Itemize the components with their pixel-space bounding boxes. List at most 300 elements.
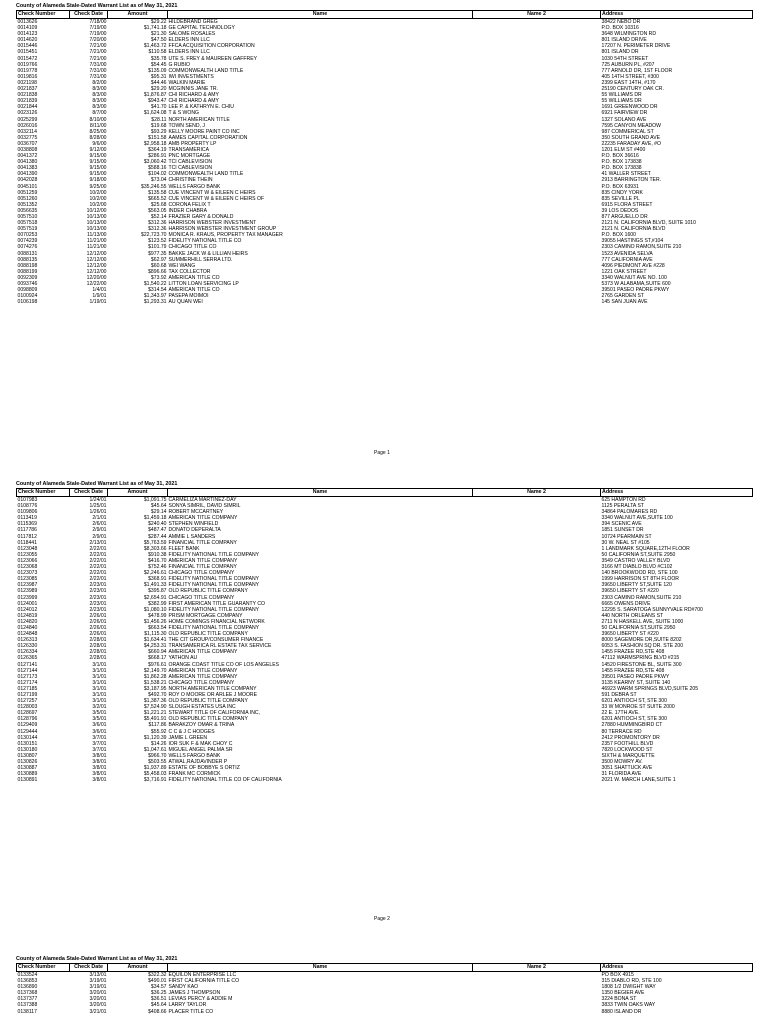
warrant-table (16, 10, 753, 305)
cell-check-number: 0106198 (17, 299, 38, 306)
cell-check-date: 12/22/00 (86, 281, 107, 288)
cell-name: ORANGE COAST TITLE CO OF LOS ANGELES (168, 661, 279, 668)
cell-address: 801 ISLAND DR (601, 49, 639, 56)
cell-amount: $1,120.39 (143, 734, 167, 741)
cell-name: HARRISON WEBSTER INVESTMENT (168, 220, 257, 227)
cell-check-date: 11/13/00 (87, 232, 107, 239)
cell-check-number: 0123068 (17, 564, 38, 571)
cell-amount: $1,876.87 (143, 92, 167, 99)
cell-check-date: 8/11/00 (89, 122, 107, 129)
cell-name: C C & J C HODGES (168, 728, 215, 735)
cell-check-number: 0026016 (17, 122, 38, 129)
cell-amount: $2,654.91 (143, 594, 167, 601)
cell-name: FIDELITY NATIONAL TITLE CO (168, 238, 242, 245)
cell-check-number: 0019816 (17, 73, 38, 80)
cell-check-date: 8/3/00 (92, 98, 107, 105)
cell-name: AAMES CAPITAL CORPORATION (168, 134, 248, 141)
cell-name: HILDEBRAND GREG (168, 19, 218, 25)
cell-check-date: 3/8/01 (92, 771, 107, 778)
cell-check-number: 0130891 (17, 777, 38, 784)
cell-check-number: 0021837 (17, 86, 38, 93)
cell-amount: $364.19 (148, 146, 167, 153)
column-header-address: Address (601, 964, 753, 972)
cell-name: SANDY KAO (168, 984, 199, 991)
cell-address: 440 NORTH ORLEANS ST (601, 612, 664, 619)
cell-amount: $1,343.97 (143, 293, 167, 300)
cell-check-number: 0109806 (17, 509, 38, 516)
cell-name: FIRST AMERICAN TITLE GUARANTY CO (168, 600, 266, 607)
cell-check-number: 0093746 (17, 281, 38, 288)
cell-check-date: 3/1/01 (92, 661, 107, 668)
cell-address: 30 W. NEAL ST #105 (601, 539, 650, 546)
cell-amount: $490.01 (148, 978, 167, 985)
cell-check-date: 10/13/00 (86, 214, 107, 220)
cell-check-date: 3/6/01 (92, 728, 107, 735)
cell-check-number: 0136853 (17, 978, 38, 985)
cell-check-date: 9/15/00 (89, 153, 107, 160)
cell-check-date: 12/20/00 (86, 274, 107, 281)
cell-check-date: 8/2/00 (92, 79, 107, 86)
cell-address: 34864 PALOMARES RD (601, 509, 658, 516)
cell-address: 315 DIABLO RD, STE 100 (601, 978, 662, 985)
cell-amount: $135.09 (148, 67, 167, 74)
cell-check-date: 10/2/00 (89, 195, 107, 202)
cell-address: SIXTH & MARQUETTE (601, 752, 655, 759)
column-header-address: Address (601, 489, 753, 497)
cell-amount: $1,741.18 (143, 25, 167, 32)
cell-amount: $1,047.61 (143, 746, 167, 753)
cell-amount: $395.87 (148, 588, 167, 595)
cell-address: 1221 OAK STREET (601, 268, 647, 275)
cell-check-date: 3/20/01 (89, 1002, 107, 1009)
cell-address: 6921 FAIRVIEW DR (601, 110, 648, 117)
cell-check-number: 0137368 (17, 990, 38, 997)
cell-name: AMERICAN TITLE CO (168, 287, 220, 294)
cell-check-date: 3/7/01 (92, 740, 107, 747)
cell-amount: $21.30 (150, 31, 167, 38)
cell-address: 80 TERRACE RD (601, 728, 642, 735)
cell-address: 3340 WALNUT AVE NO. 100 (601, 274, 667, 281)
cell-check-number: 0098809 (17, 287, 38, 294)
cell-check-date: 2/9/01 (92, 527, 107, 534)
cell-amount: $487.47 (148, 527, 167, 534)
cell-address: 145 SAN JUAN AVE (601, 299, 648, 306)
cell-address: 22235 FARADAY AVE, #O (601, 140, 661, 147)
cell-amount: $322.32 (148, 972, 167, 978)
cell-amount: $312.36 (148, 220, 167, 227)
cell-name: SALOME ROSALES (168, 31, 216, 38)
cell-amount: $29.22 (150, 19, 167, 25)
cell-check-number: 0126365 (17, 655, 38, 662)
cell-amount: $1,221.21 (143, 710, 167, 717)
cell-name: FINANCIAL TITLE COMPANY (168, 539, 237, 546)
cell-check-number: 0117812 (17, 533, 37, 540)
cell-check-date: 12/12/00 (86, 268, 107, 275)
cell-check-number: 0051260 (17, 195, 38, 202)
cell-amount: $110.58 (148, 49, 167, 56)
cell-check-number: 0123073 (17, 570, 38, 577)
cell-name: CHI RICHARD & AMY (168, 98, 219, 105)
cell-name: BAKKE JACK W & LILLIAN HEIRS (168, 250, 248, 257)
cell-address: 27880 HUMMINGBIRD CT (601, 722, 663, 729)
cell-name: DONATO DEPERALTA (168, 527, 221, 534)
cell-check-number: 0041383 (17, 165, 38, 172)
cell-address: 350 SOUTH GRAND AVE (601, 134, 661, 141)
table-row (17, 1009, 753, 1015)
cell-amount: $588.16 (148, 165, 167, 172)
cell-amount: $25.68 (150, 201, 167, 208)
cell-address: 22 E. 17TH AVE. (601, 710, 640, 717)
cell-name: LARRY TAYLOR (168, 1002, 207, 1009)
cell-check-date: 2/28/01 (89, 637, 107, 644)
cell-amount: $2,149.70 (143, 667, 167, 674)
cell-check-number: 0138117 (17, 1008, 37, 1015)
cell-check-number: 0021844 (17, 104, 38, 111)
cell-check-number: 0032775 (17, 134, 38, 141)
cell-address: 2357 FOOTHILL BLVD (601, 740, 654, 747)
cell-address: 14520 FIRESTONE BL, SUITE 300 (601, 661, 682, 668)
cell-amount: $3,060.42 (143, 159, 167, 166)
column-header-name: Name (168, 11, 473, 19)
warrant-table (16, 963, 753, 1015)
cell-name: CHICAGO TITLE CO (168, 244, 217, 251)
cell-amount: $1,538.21 (143, 679, 167, 686)
cell-amount: $663.54 (148, 624, 167, 631)
cell-name: NORTH AMERICAN TITLE COMPANY (168, 685, 257, 692)
cell-address: 877 ARGUELLO DR (601, 214, 648, 220)
cell-address: 46923 WARM SPRINGS BLVD,SUITE 205 (601, 685, 699, 692)
cell-name: GE CAPITAL TECHNOLOGY (168, 25, 235, 32)
cell-check-number: 0126330 (17, 643, 38, 650)
cell-check-number: 0124820 (17, 618, 38, 625)
cell-address: 777 CALIFORNIA AVE (601, 256, 653, 263)
cell-check-number: 0130826 (17, 759, 38, 766)
cell-address: 25190 CENTURY OAK CR. (601, 86, 664, 93)
cell-check-number: 0092309 (17, 274, 38, 281)
cell-check-number: 0130144 (17, 734, 38, 741)
cell-amount: $1,459.18 (143, 515, 167, 522)
cell-name: FRAZIER GARY & DONALD (168, 214, 234, 220)
cell-name-2 (473, 1009, 601, 1015)
cell-check-number: 0124840 (17, 624, 38, 631)
cell-name: CARMELIZA MARTINEZ-DAY (168, 497, 237, 503)
cell-check-number: 0041372 (17, 153, 38, 160)
cell-amount: $1,456.26 (143, 618, 167, 625)
cell-amount: $368.91 (148, 576, 167, 583)
cell-check-date: 3/19/01 (89, 984, 107, 991)
cell-check-date: 3/1/01 (92, 679, 107, 686)
cell-address: 1999 HARRISON ST 8TH FLOOR (601, 576, 679, 583)
cell-amount: $73.04 (150, 177, 167, 184)
cell-check-date: 1/26/01 (89, 509, 107, 516)
cell-check-number: 0130807 (17, 752, 38, 759)
cell-amount: $104.02 (148, 171, 167, 178)
cell-check-number: 0130887 (17, 765, 38, 772)
cell-check-date: 3/7/01 (92, 746, 107, 753)
cell-check-date: 3/2/01 (92, 704, 107, 711)
cell-amount: $1,387.36 (143, 698, 167, 705)
cell-name: TAX COLLECTOR (168, 268, 211, 275)
cell-name: FIDELITY NATIONAL TITLE COMPANY (168, 576, 260, 583)
page-number: Page 1 (374, 450, 390, 456)
cell-address: 2021 W. MARCH LANE,SUITE 1 (601, 777, 676, 784)
cell-check-number: 0115369 (17, 521, 37, 528)
cell-check-number: 0015446 (17, 43, 38, 50)
cell-check-date: 3/8/01 (92, 759, 107, 766)
cell-address: 33 W MONROE ST SUITE 2000 (601, 704, 675, 711)
cell-address: 725 AUBURN PL, #207 (601, 61, 655, 68)
cell-check-number: 0126313 (17, 637, 38, 644)
header-row (17, 489, 753, 497)
cell-name: AMERICAN TITLE CO (168, 274, 220, 281)
cell-check-number: 0074239 (17, 238, 38, 245)
cell-check-date: 7/21/00 (89, 43, 107, 50)
cell-address: 39650 LIBERTY ST,SUITE 120 (601, 582, 672, 589)
cell-check-number: 0108776 (17, 503, 38, 510)
cell-amount: $52.14 (150, 214, 167, 220)
cell-address: 39501 PASEO PADRE PKWY (601, 673, 670, 680)
cell-check-number: 0041380 (17, 159, 38, 166)
cell-amount: $5,491.91 (143, 716, 167, 723)
report-title: County of Alameda Stale-Dated Warrant List as of May 31, 2021 (16, 956, 178, 962)
cell-name: CUE VINCENT W & EILEEN C HEIRS OF (168, 195, 265, 202)
cell-check-number: 0013626 (17, 19, 38, 25)
cell-address: 7820 LOCKWOOD ST (601, 746, 653, 753)
cell-amount: $36.25 (150, 990, 167, 997)
cell-check-date: 3/1/01 (92, 698, 107, 705)
cell-address: 801 ISLAND DRIVE (601, 37, 647, 44)
cell-address: 12295 S. SARATOGA SUNNYVALE RD#700 (601, 606, 703, 613)
cell-check-date: 7/31/00 (89, 61, 107, 68)
cell-name: WEI WANG (168, 262, 196, 269)
cell-address: 39 LOS DEDOS (601, 207, 639, 214)
cell-amount: $101.79 (148, 244, 167, 251)
cell-name: LEE P. & KATHRYN E. CHIU (168, 104, 234, 111)
cell-check-date: 2/22/01 (89, 564, 107, 571)
cell-check-date: 10/2/00 (89, 201, 107, 208)
cell-amount: $1,540.22 (143, 281, 167, 288)
cell-check-date: 2/23/01 (89, 600, 107, 607)
cell-address: 50 CALIFORNIA ST,SUITE 2950 (601, 624, 676, 631)
cell-name-2 (473, 777, 601, 783)
cell-address: 2711 N HASKELL AVE, SUITE 1000 (601, 618, 684, 625)
cell-name: YATHON AU (168, 655, 198, 662)
cell-amount: $41.70 (150, 104, 167, 111)
cell-address: 6053 S. FASHION SQ DR. STE 200 (601, 643, 684, 650)
cell-name: OLD REPUBLIC TITLE COMPANY (168, 716, 248, 723)
cell-check-date: 2/22/01 (89, 545, 107, 552)
cell-name: ELDERS INN LLC (168, 49, 210, 56)
cell-check-date: 3/6/01 (92, 722, 107, 729)
cell-name: STEPHEN WINFIELD (168, 521, 219, 528)
cell-name: BARAKZOY OMAR & TRINA (168, 722, 235, 729)
report-page (16, 955, 752, 1015)
cell-address: 55 WILLIAMS DR (601, 98, 642, 105)
cell-check-number: 0123987 (17, 582, 38, 589)
cell-name: JAMIE L GREEN (168, 734, 208, 741)
cell-check-date: 2/23/01 (89, 594, 107, 601)
cell-check-date: 9/12/00 (89, 146, 107, 153)
cell-name: WELLS FARGO BANK (168, 752, 221, 759)
cell-name: FIDELITY NATIONAL TITLE COMPANY (168, 606, 260, 613)
cell-address: 3166 MT DIABLO BLVD #C102 (601, 564, 673, 571)
cell-amount: $286.91 (148, 153, 167, 160)
cell-check-number: 0107983 (17, 497, 38, 503)
cell-name: MCGINNIS JANE TR. (168, 86, 218, 93)
cell-amount: $93.29 (150, 128, 167, 135)
cell-address: P.O. BOX 63931 (601, 183, 639, 190)
cell-address: 1691 GREENWOOD DR (601, 104, 658, 111)
cell-name: NORTH AMERICAN TITLE (168, 116, 230, 123)
cell-address: 1327 SOLANO AVE (601, 116, 647, 123)
cell-check-number: 0014123 (17, 31, 38, 38)
cell-check-number: 0127174 (17, 679, 38, 686)
cell-address: 6915 FLORA STREET (601, 201, 653, 208)
cell-address: 2121 N. CALIFORNIA BLVD, SUITE 1010 (601, 220, 696, 227)
cell-amount: $73.92 (150, 274, 167, 281)
cell-name: THE CIT GROUP/CONSUMER FINANCE (168, 637, 264, 644)
cell-address: 2303 CAMINO RAMON,SUITE 210 (601, 594, 682, 601)
cell-check-date: 3/5/01 (92, 716, 107, 723)
cell-check-date: 10/13/00 (86, 226, 107, 233)
cell-amount: $35.78 (150, 55, 167, 62)
cell-name: AMERICAN TITLE COMPANY (168, 557, 238, 564)
cell-check-number: 0137377 (17, 996, 38, 1003)
cell-check-date: 3/7/01 (92, 734, 107, 741)
cell-name: G RUBIO (168, 61, 191, 68)
cell-check-date: 2/23/01 (89, 582, 107, 589)
cell-check-date: 9/18/00 (89, 177, 107, 184)
cell-amount: $44.46 (150, 79, 167, 86)
cell-address: 39501 PASEO PADRE PKWY (601, 287, 670, 294)
cell-amount: $416.70 (148, 557, 167, 564)
cell-check-number: 0100924 (17, 293, 38, 300)
cell-name: TRANSAMERICA (168, 146, 209, 153)
cell-check-number: 0021839 (17, 98, 38, 105)
report-page (16, 480, 752, 783)
cell-name: AMMIE L SANDERS (168, 533, 216, 540)
cell-check-number: 0129444 (17, 728, 38, 735)
cell-check-number: 0124012 (17, 606, 38, 613)
cell-check-number: 0127199 (17, 692, 38, 698)
cell-name: FIDELITY NATIONAL TITLE COMPANY (168, 582, 260, 589)
cell-check-date: 2/1/01 (92, 515, 107, 522)
cell-name: INDER CHABRA (168, 207, 207, 214)
column-header-name-2: Name 2 (473, 11, 601, 19)
cell-amount: $36.51 (150, 996, 167, 1003)
cell-check-number: 0123999 (17, 594, 38, 601)
cell-address: 1201 ELM ST #400 (601, 146, 646, 153)
cell-check-date: 8/3/00 (92, 92, 107, 99)
cell-check-number: 0032114 (17, 128, 37, 135)
cell-amount: $1,937.89 (143, 765, 167, 772)
warrant-table (16, 488, 753, 783)
cell-name: COMMONWEALTH LAND TITLE (168, 171, 244, 178)
cell-check-number: 0124848 (17, 631, 38, 638)
cell-address: 2399 EAST 14TH, #170 (601, 79, 656, 86)
cell-name: SUMMERHILL SERRA LTD. (168, 256, 233, 263)
cell-check-number: 0113419 (17, 515, 37, 522)
cell-address: 5373 W ALABAMA,SUITE 600 (601, 281, 671, 288)
cell-name: UTE S. FREY & MAUREEN GAFFREY (168, 55, 257, 62)
cell-check-number: 0057519 (17, 226, 38, 233)
cell-name: SONYA SIMRIL, DAVID SIMRIL (168, 503, 241, 510)
cell-check-date: 2/22/01 (89, 557, 107, 564)
cell-check-number: 0057518 (17, 220, 38, 227)
cell-amount: $1,080.10 (143, 606, 167, 613)
cell-amount: $563.05 (148, 207, 167, 214)
cell-check-date: 2/13/01 (89, 539, 107, 546)
column-header-name-2: Name 2 (473, 964, 601, 972)
cell-name: AMB PROPERTY LP (168, 140, 217, 147)
cell-address: 8880 ISLAND DR (601, 1008, 642, 1015)
cell-check-date: 10/13/00 (86, 220, 107, 227)
cell-check-date: 12/12/00 (86, 250, 107, 257)
cell-amount: $1,293.31 (143, 299, 167, 306)
cell-check-date: 9/25/00 (89, 183, 107, 190)
cell-address: 41 WALLER STREET (601, 171, 651, 178)
cell-name: FINANCIAL TITLE COMPANY (168, 564, 237, 571)
cell-name: IWI INVESTMENTS (168, 73, 214, 80)
cell-name: ATWAL,RAJDAVINDER P (168, 759, 228, 766)
cell-check-date: 7/18/00 (89, 19, 107, 25)
column-header-check-date: Check Date (70, 964, 108, 972)
cell-amount: $4,253.31 (143, 643, 167, 650)
cell-check-date: 1/24/01 (89, 497, 107, 503)
cell-check-date: 1/4/01 (92, 287, 107, 294)
cell-check-date: 3/21/01 (89, 1008, 107, 1015)
cell-address: 6201 ANTIOCH ST, STE 300 (601, 716, 667, 723)
cell-check-number: 0041390 (17, 171, 38, 178)
cell-check-date: 8/7/00 (92, 110, 107, 117)
cell-check-number: 0124819 (17, 612, 38, 619)
cell-check-number: 0014109 (17, 25, 38, 32)
cell-check-number: 0129409 (17, 722, 38, 729)
cell-amount: $503.55 (148, 759, 167, 766)
cell-address: 3340 WALNUT AVE,SUITE 100 (601, 515, 673, 522)
cell-name-2 (473, 19, 601, 26)
cell-name: PLACER TITLE CO (168, 1008, 214, 1015)
cell-amount: $1,624.08 (143, 110, 167, 117)
cell-address: 3051 SHATTUCK AVE (601, 765, 653, 772)
cell-address: PO BOX 4915 (601, 972, 634, 978)
cell-name: OLD REPUBLIC TITLE COMPANY (168, 698, 248, 705)
cell-address: 39055 HASTINGS ST,#104 (601, 238, 664, 245)
cell-amount: $35,246.55 (141, 183, 167, 190)
cell-check-date: 3/8/01 (92, 765, 107, 772)
report-page (16, 2, 752, 305)
cell-address: 7595 CANYON MEADOW (601, 122, 661, 129)
cell-address: 3224 BONA ST (601, 996, 637, 1003)
cell-check-number: 0051259 (17, 189, 38, 196)
cell-amount: $1,091.75 (143, 497, 167, 503)
cell-check-date: 7/19/00 (89, 25, 107, 32)
cell-amount: $60.68 (150, 262, 167, 269)
cell-check-date: 8/3/00 (92, 86, 107, 93)
cell-name: LITTON LOAN SERVICING LP (168, 281, 239, 288)
cell-name: AMERICAN TITLE COMPANY (168, 515, 238, 522)
cell-check-number: 0128003 (17, 704, 38, 711)
cell-check-number: 0127141 (17, 661, 38, 668)
cell-check-date: 3/5/01 (92, 710, 107, 717)
cell-name: ESTATE OF BOBBYE S ORTIZ (168, 765, 240, 772)
cell-name: COMMONWEALTH LAND TITLE (168, 67, 244, 74)
cell-amount: $45.64 (150, 503, 167, 510)
cell-amount: $240.40 (148, 521, 167, 528)
cell-amount: $7,524.90 (143, 704, 167, 711)
cell-address: 394 SCENIC AVE (601, 521, 642, 528)
table-row (17, 972, 753, 979)
